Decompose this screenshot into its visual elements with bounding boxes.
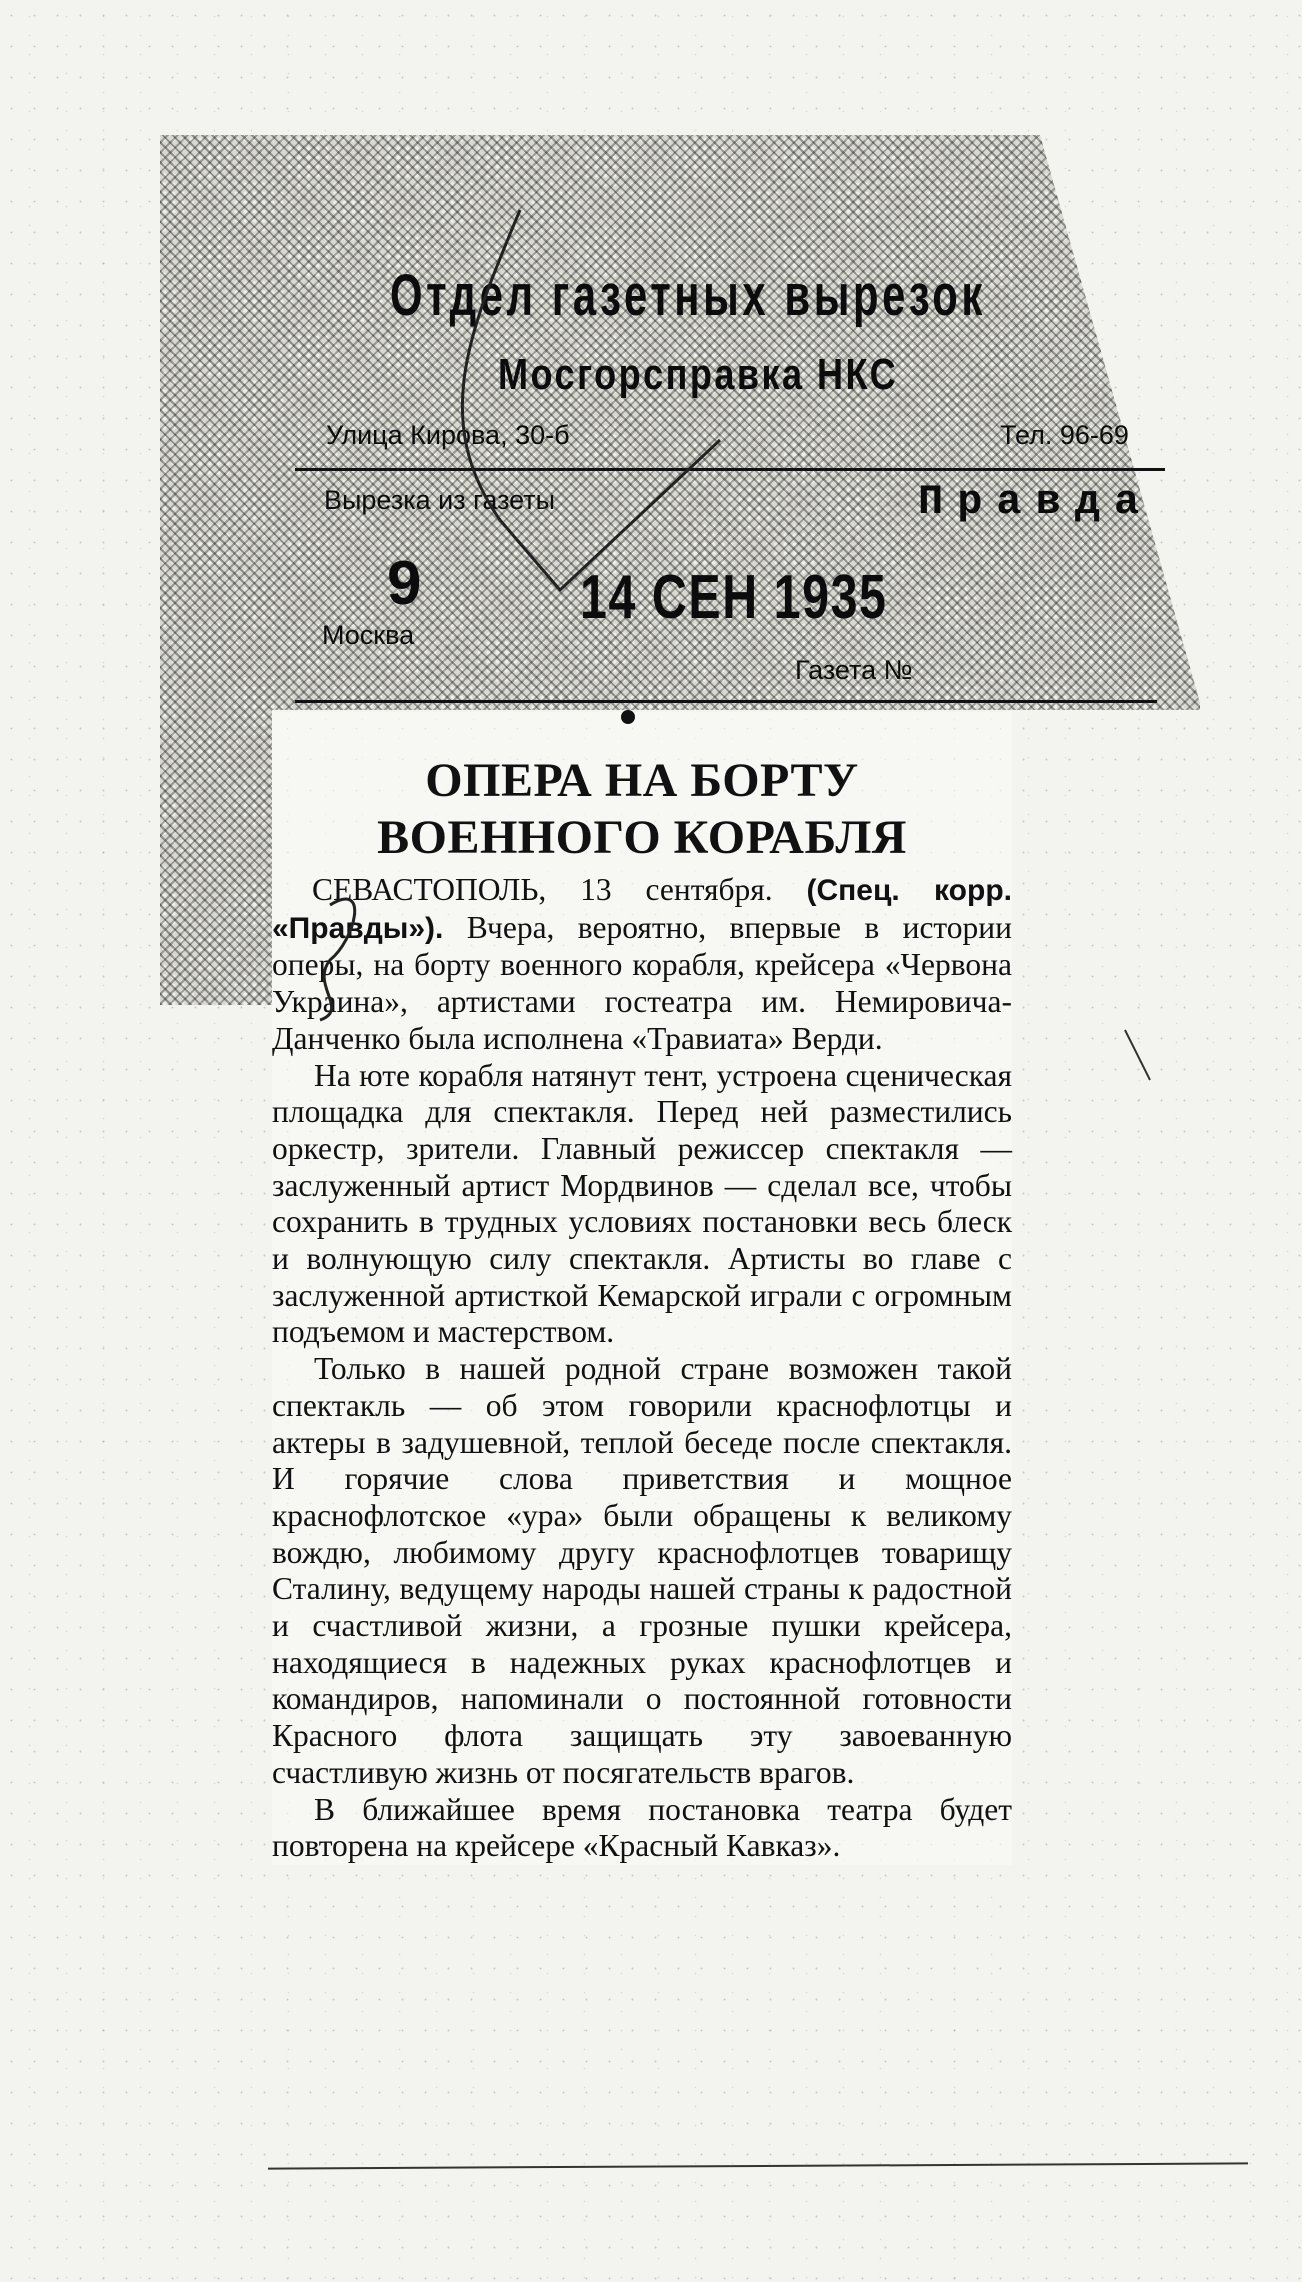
article-headline	[272, 752, 1012, 866]
stamp-rule-top	[295, 468, 1165, 471]
article-dateline: СЕВАСТОПОЛЬ, 13 сентября.	[312, 872, 773, 907]
headline-line-2: ВОЕННОГО КОРАБЛЯ	[377, 811, 907, 864]
stamp-gazeta-number: Газета №	[795, 655, 913, 685]
article	[272, 712, 1012, 1865]
stamp-city: Москва	[322, 620, 415, 650]
stamp-newspaper-name: Правда	[918, 478, 1154, 526]
article-paragraph-4: В ближайшее время постановка театра будет повторена на крейсере «Красный Кавказ».	[272, 1791, 1012, 1864]
article-paragraph-3: Только в нашей родной стране возможен такой спектакль — об этом говорили краснофлотцы и актеры в задушевной, теплой беседе после спектакля. И горячие слова приветствия и мощное краснофлотское «ура» были обращены к великому вождю, любимому другу краснофлотцев товарищу Сталину, ведущему народы нашей страны к радостной и счастливой жизни, а грозные пушки крейсера, находящиеся в надежных руках краснофлотцев и командиров, напоминали о постоянной готовности Красного флота защищать эту завоеванную счастливую жизнь от посягательств врагов.	[272, 1351, 1012, 1790]
article-paragraph-1	[272, 872, 1012, 1058]
stamp-date: 14 СЕН 1935	[580, 563, 888, 632]
article-byline: (Спец. корр. «Правды»).	[272, 874, 1012, 945]
article-paragraph-1-text: Вчера, вероятно, впервые в истории оперы, на борту военного корабля, крейсера «Червона Украина», артистами гостеатра им. Немировича-Данченко была исполнена «Травиата» Верди.	[272, 909, 1012, 1056]
stamp-department: Отдел газетных вырезок	[390, 263, 986, 328]
stamp-issue-number: 9	[387, 549, 422, 618]
stamp-address: Улица Кирова, 30-б	[326, 420, 570, 450]
headline-line-1: ОПЕРА НА БОРТУ	[425, 754, 859, 807]
stamp-rule-bottom	[295, 700, 1157, 703]
stamp-organization: Мосгорсправка НКС	[498, 350, 899, 399]
stamp-phone: Тел. 96-69	[1000, 420, 1129, 450]
article-paragraph-2: На юте корабля натянут тент, устроена сценическая площадка для спектакля. Перед ней разместились оркестр, зрители. Главный режиссер спектакля — заслуженный артист Мордвинов — сделал все, чтобы сохранить в трудных условиях постановки весь блеск и волнующую силу спектакля. Артисты во главе с заслуженной артисткой Кемарской играли с огромным подъемом и мастерством.	[272, 1057, 1012, 1350]
stamp-clip-label: Вырезка из газеты	[324, 485, 556, 515]
